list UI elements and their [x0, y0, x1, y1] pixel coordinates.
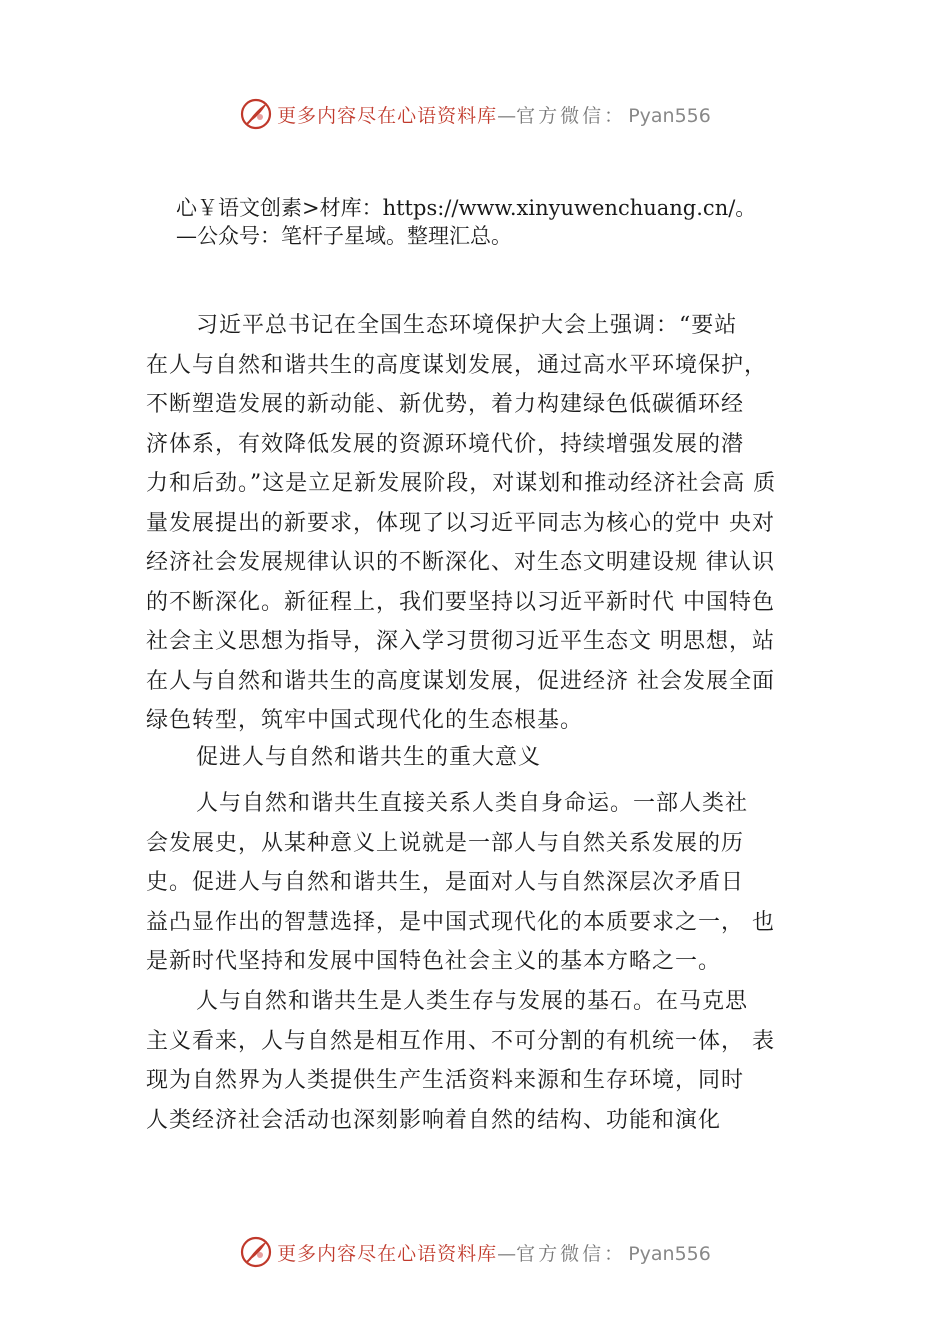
text-line: 不断塑造发展的新动能、新优势，着力构建绿色低碳循环经 — [146, 392, 745, 417]
text-line: 绿色转型，筑牢中国式现代化的生态根基。 — [146, 708, 584, 733]
text-line: 现为自然界为人类提供生产生活资料来源和生存环境，同时 — [146, 1068, 745, 1093]
text-line: 人类经济社会活动也深刻影响着自然的结构、功能和演化 — [146, 1107, 722, 1133]
quill-pen-seal-icon — [239, 1235, 273, 1269]
source-line-2: —公众号：笔杆子星域。整理汇总。 — [176, 224, 512, 248]
paragraph-1 — [146, 306, 776, 741]
text-line: 人与自然和谐共生是人类生存与发展的基石。在马克思 — [196, 989, 749, 1014]
text-line: 量发展提出的新要求，体现了以习近平同志为核心的党中 央对 — [146, 510, 775, 536]
paragraph-2 — [146, 784, 775, 982]
source-note — [176, 194, 756, 250]
quill-pen-seal-icon — [239, 97, 273, 131]
banner-dash: — — [497, 104, 517, 127]
text-line: 是新时代坚持和发展中国特色社会主义的基本方略之一。 — [146, 949, 722, 974]
text-line: 会发展史，从某种意义上说就是一部人与自然关系发展的历 — [146, 830, 745, 856]
banner-text — [277, 101, 711, 128]
banner-wechat-id: Pyan556 — [628, 104, 711, 127]
banner-wechat-label: 官方微信： — [516, 1242, 627, 1265]
text-line: 史。促进人与自然和谐共生，是面对人与自然深层次矛盾日 — [146, 870, 745, 895]
banner-text — [277, 1239, 711, 1266]
banner-brand: 更多内容尽在心语资料库 — [277, 1242, 498, 1265]
text-line: 经济社会发展规律认识的不断深化、对生态文明建设规 律认识 — [146, 550, 775, 575]
text-line: 益凸显作出的智慧选择，是中国式现代化的本质要求之一， 也 — [146, 909, 775, 935]
banner-wechat-id: Pyan556 — [628, 1242, 711, 1265]
text-line: 济体系，有效降低发展的资源环境代价，持续增强发展的潜 — [146, 431, 745, 457]
text-line: 习近平总书记在全国生态环境保护大会上强调：“要站 — [196, 313, 738, 338]
banner-dash: — — [497, 1242, 517, 1265]
text-line: 社会主义思想为指导，深入学习贯彻习近平生态文 明思想，站 — [146, 629, 775, 654]
banner-brand: 更多内容尽在心语资料库 — [277, 104, 498, 127]
text-line: 主义看来，人与自然是相互作用、不可分割的有机统一体， 表 — [146, 1028, 775, 1054]
footer-banner — [0, 1232, 950, 1272]
paragraph-3 — [146, 982, 775, 1140]
text-line: 在人与自然和谐共生的高度谋划发展，促进经济 社会发展全面 — [146, 668, 775, 694]
source-line-1: 心￥语文创素>材库：https://www.xinyuwenchuang.cn/。 — [176, 196, 757, 220]
text-line: 人与自然和谐共生直接关系人类自身命运。一部人类社 — [196, 791, 749, 816]
banner-wechat-label: 官方微信： — [516, 104, 627, 127]
header-banner — [0, 94, 950, 134]
text-line: 的不断深化。新征程上，我们要坚持以习近平新时代 中国特色 — [146, 589, 775, 615]
text-line: 在人与自然和谐共生的高度谋划发展，通过高水平环境保护， — [146, 352, 768, 378]
text-line: 力和后劲。”这是立足新发展阶段，对谋划和推动经济社会高 质 — [146, 471, 777, 496]
section-heading: 促进人与自然和谐共生的重大意义 — [196, 745, 542, 770]
